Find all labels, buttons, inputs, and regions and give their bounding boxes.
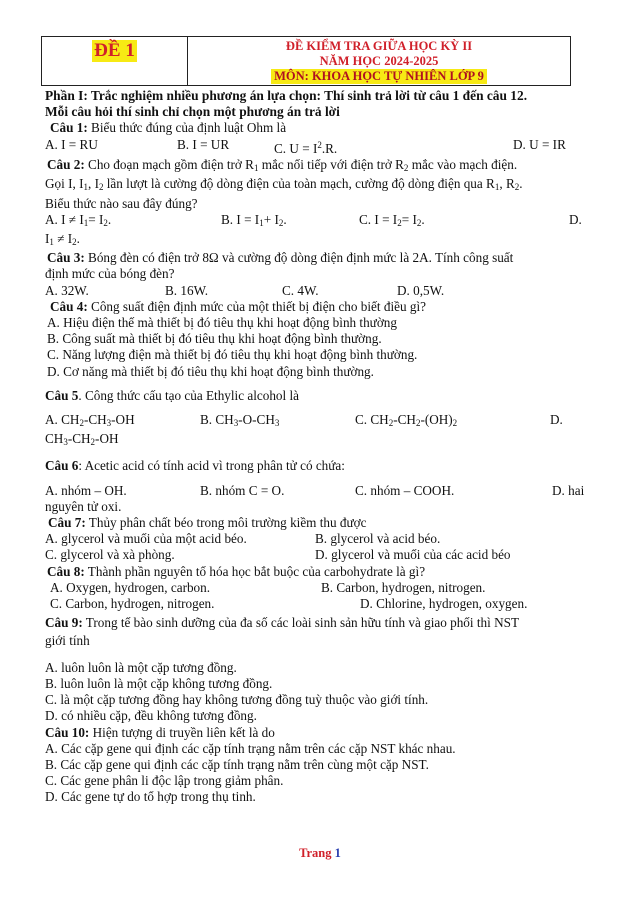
q7-option-a: A. glycerol và muối của một acid béo.: [45, 531, 247, 547]
question-6: Câu 6: Acetic acid có tính acid vì trong phân tử có chứa:: [45, 458, 345, 474]
question-1: Câu 1: Biểu thức đúng của định luật Ohm là: [50, 120, 287, 136]
q2-option-b: B. $I = I_1+ I_2$.: [221, 211, 287, 228]
q8-option-c: C. Carbon, hydrogen, nitrogen.: [50, 596, 215, 612]
q8-option-b: B. Carbon, hydrogen, nitrogen.: [321, 579, 486, 595]
question-9: Câu 9: Trong tế bào sinh dưỡng của đa số các loài sinh sản hữu tính và giao phối thì NST: [45, 615, 519, 631]
q2-options: [45, 212, 595, 231]
q5-option-a: A. $CH_2-CH_3-OH$: [45, 412, 135, 429]
q3-option-a: A. 32W.: [45, 282, 89, 298]
q10-option-a: A. Các cặp gene qui định các cặp tính trạng nằm trên các cặp NST khác nhau.: [45, 740, 456, 756]
q8-option-a: A. Oxygen, hydrogen, carbon.: [50, 579, 211, 595]
q10-option-d: D. Các gene tự do tổ hợp trong thụ tinh.: [45, 789, 256, 805]
page-label: Trang: [299, 846, 332, 860]
question-3-line2: định mức của bóng đèn?: [45, 266, 175, 282]
exam-code-cell: [42, 37, 188, 85]
q2-option-a: A. $I \ne I_1= I_2$.: [45, 211, 112, 228]
q9-option-d: D. có nhiều cặp, đều không tương đồng.: [45, 708, 257, 724]
school-year: NĂM HỌC 2024-2025: [319, 54, 439, 68]
q5-option-d-label: D.: [550, 412, 563, 428]
q9-option-c: C. là một cặp tương đồng hay không tương đồng tuỳ thuộc vào giới tính.: [45, 692, 429, 708]
question-7: Câu 7: Thủy phân chất béo trong môi trường kiềm thu được: [48, 515, 367, 531]
question-5: Câu 5. Công thức cấu tạo của Ethylic alcohol là: [45, 387, 299, 403]
question-10: Câu 10: Hiện tượng di truyền liên kết là do: [45, 724, 275, 740]
q7-option-d: D. glycerol và muối của các acid béo: [315, 547, 511, 563]
q6-option-c: C. nhóm – COOH.: [355, 482, 455, 498]
q7-option-b: B. glycerol và acid béo.: [315, 531, 441, 547]
q8-option-d: D. Chlorine, hydrogen, oxygen.: [360, 596, 528, 612]
q9-option-b: B. luôn luôn là một cặp không tương đồng.: [45, 675, 273, 691]
q10-option-b: B. Các cặp gene qui định các cặp tính trạng nằm trên cùng một cặp NST.: [45, 756, 429, 772]
q3-option-d: D. 0,5W.: [397, 282, 445, 298]
q6-option-d-cont: nguyên tử oxi.: [45, 498, 122, 514]
q6-option-b: B. nhóm C = O.: [200, 482, 285, 498]
q2-option-c: C. $I = I_2= I_2$.: [359, 211, 425, 228]
question-2-line2: Gọi I, $I_1$, $I_2$ lần lượt là cường độ dòng điện của toàn mạch, cường độ dòng điện qua $R_1$, $R_2$.: [45, 176, 523, 193]
question-2-line3: Biểu thức nào sau đây đúng?: [45, 195, 198, 211]
q7-option-c: C. glycerol và xà phòng.: [45, 547, 175, 563]
q4-option-a: A. Hiệu điện thế mà thiết bị đó tiêu thụ khi hoạt động bình thường: [47, 315, 397, 331]
question-4: Câu 4: Công suất điện định mức của một thiết bị điện cho biết điều gì?: [50, 298, 426, 314]
q10-option-c: C. Các gene phân li độc lập trong giảm phân.: [45, 773, 284, 789]
q1-options: [45, 137, 595, 158]
q1-option-a: A. I = RU: [45, 136, 98, 152]
q7-options-1: [45, 531, 595, 547]
q1-option-b: B. I = UR: [177, 136, 230, 152]
q5-option-d: $CH_3-CH_2-OH$: [45, 431, 119, 448]
page-footer: [0, 846, 640, 861]
q5-option-b: B. $CH_3-O-CH_3$: [200, 412, 280, 429]
q3-options: [45, 283, 595, 299]
exam-header-box: [41, 36, 571, 86]
q4-option-b: B. Công suất mà thiết bị đó tiêu thụ khi hoạt động bình thường.: [47, 331, 382, 347]
question-3: Câu 3: Bóng đèn có điện trở 8Ω và cường độ dòng điện định mức là 2A. Tính công suất: [47, 250, 514, 266]
q8-options-2: [50, 596, 595, 612]
q4-option-d: D. Cơ năng mà thiết bị đó tiêu thụ khi hoạt động bình thường.: [47, 363, 374, 379]
q4-option-c: C. Năng lượng điện mà thiết bị đó tiêu thụ khi hoạt động bình thường.: [47, 347, 418, 363]
q2-option-d-label: D.: [569, 211, 582, 227]
exam-code: ĐỀ 1: [94, 40, 135, 61]
part1-title: Phần I: Trắc nghiệm nhiều phương án lựa chọn: Thí sinh trả lời từ câu 1 đến câu 12.: [45, 88, 528, 103]
part1-instruction: Mỗi câu hỏi thí sinh chỉ chọn một phương án trả lời: [45, 104, 340, 120]
q8-options-1: [50, 580, 595, 596]
exam-content: [45, 88, 595, 806]
q5-option-c: C. $CH_2-CH_2-(OH)_2$: [355, 412, 458, 429]
question-9-line2: giới tính: [45, 633, 90, 649]
exam-title-cell: [188, 37, 570, 85]
subject: MÔN: KHOA HỌC TỰ NHIÊN LỚP 9: [271, 69, 487, 84]
q7-options-2: [45, 547, 595, 563]
q1-option-d: D. U = IR: [513, 136, 566, 152]
q9-option-a: A. luôn luôn là một cặp tương đồng.: [45, 659, 237, 675]
q6-options: [45, 483, 595, 499]
q2-option-d: $I_1 \ne I_2$.: [45, 231, 80, 248]
q3-option-b: B. 16W.: [165, 282, 209, 298]
question-2: Câu 2: Cho đoạn mạch gồm điện trở $R_1$ mắc nối tiếp với điện trở $R_2$ mắc vào mạch điện.: [47, 157, 518, 174]
page-number: 1: [334, 846, 341, 860]
q3-option-c: C. 4W.: [282, 282, 319, 298]
q1-option-c: C. $U = I^2.R$.: [274, 139, 338, 156]
exam-title: ĐỀ KIỂM TRA GIỮA HỌC KỲ II: [285, 39, 473, 53]
q6-option-d: D. hai: [552, 482, 585, 498]
q5-options: [45, 412, 595, 431]
q6-option-a: A. nhóm – OH.: [45, 482, 127, 498]
question-8: Câu 8: Thành phần nguyên tố hóa học bắt buộc của carbohydrate là gì?: [47, 563, 426, 579]
